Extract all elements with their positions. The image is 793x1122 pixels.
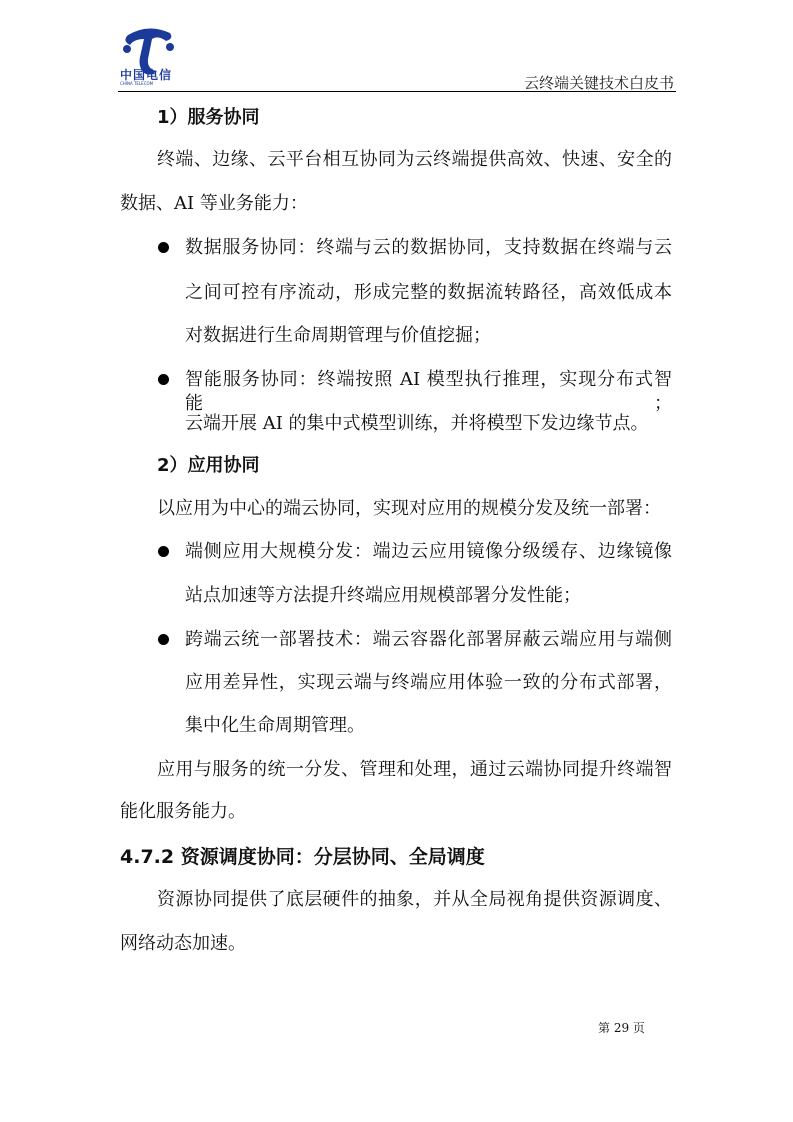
bullet-icon [158, 634, 169, 645]
list-item-line: 应用差异性，实现云端与终端应用体验一致的分布式部署， [185, 672, 672, 693]
paragraph-line: 以应用为中心的端云协同，实现对应用的规模分发及统一部署： [157, 498, 661, 519]
section-heading: 4.7.2 资源调度协同：分层协同、全局调度 [120, 846, 485, 868]
paragraph-line: 数据、AI 等业务能力： [120, 193, 308, 214]
logo-subtext: CHINA TELECOM [120, 81, 154, 86]
logo-text: 中国电信 [120, 68, 173, 82]
document-title: 云终端关键技术白皮书 [523, 74, 674, 92]
bullet-icon [158, 546, 169, 557]
paragraph-line: 网络动态加速。 [120, 933, 246, 954]
bullet-icon [158, 242, 169, 253]
list-item-line: 站点加速等方法提升终端应用规模部署分发性能； [185, 585, 581, 606]
page-number: 第 29 页 [598, 1021, 645, 1035]
header-divider [118, 91, 676, 92]
list-item-line: 云端开展 AI 的集中式模型训练，并将模型下发边缘节点。 [185, 413, 649, 434]
paragraph-line: 应用与服务的统一分发、管理和处理，通过云端协同提升终端智 [157, 759, 672, 780]
list-item-line: 端侧应用大规模分发：端边云应用镜像分级缓存、边缘镜像 [185, 541, 672, 562]
list-item-line: 数据服务协同：终端与云的数据协同，支持数据在终端与云 [185, 237, 672, 258]
list-item-line: 智能服务协同：终端按照 AI 模型执行推理，实现分布式智能； [185, 369, 672, 414]
paragraph-line: 能化服务能力。 [120, 801, 246, 822]
bullet-icon [158, 374, 169, 385]
paragraph-line: 资源协同提供了底层硬件的抽象，并从全局视角提供资源调度、 [157, 889, 672, 910]
list-item-line: 跨端云统一部署技术：端云容器化部署屏蔽云端应用与端侧 [185, 629, 672, 650]
section-heading: 2）应用协同 [157, 455, 260, 476]
paragraph-line: 终端、边缘、云平台相互协同为云终端提供高效、快速、安全的 [157, 149, 672, 170]
list-item-line: 之间可控有序流动，形成完整的数据流转路径，高效低成本 [185, 282, 672, 303]
list-item-line: 对数据进行生命周期管理与价值挖掘； [185, 325, 491, 346]
section-heading: 1）服务协同 [157, 107, 260, 128]
list-item-line: 集中化生命周期管理。 [185, 715, 365, 736]
